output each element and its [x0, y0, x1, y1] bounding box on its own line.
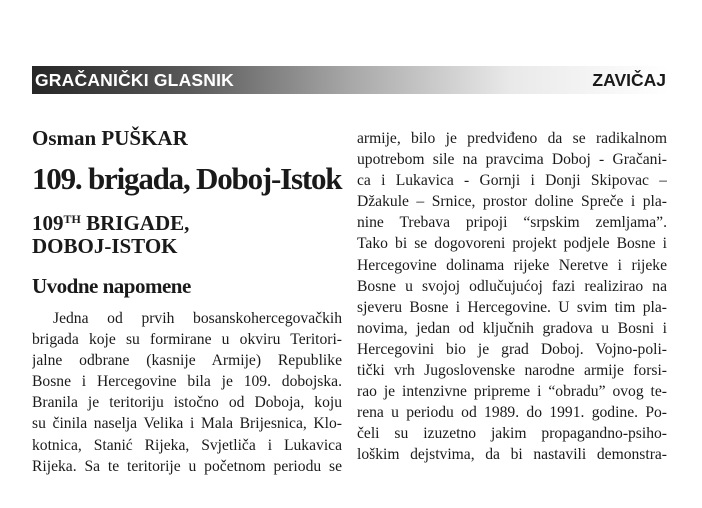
- body-line: upotrebom sile na pravcima Doboj - Gračani-: [357, 151, 667, 169]
- body-line: su činila naselja Velika i Mala Brijesnica, Klo-: [32, 415, 342, 433]
- subtitle-line1-rest: BRIGADE,: [80, 211, 190, 235]
- body-line: ca i Lukavica - Gornji i Donji Skipovac –: [357, 172, 667, 190]
- section-label: ZAVIČAJ: [592, 70, 666, 90]
- body-line: sjeveru Bosne i Hercegovine. U svim tim pla-: [357, 298, 667, 316]
- subtitle-line2: DOBOJ-ISTOK: [32, 234, 178, 258]
- right-column: [357, 128, 667, 466]
- body-line: Bosne i Hercegovine bila je 109. dobojska.: [32, 373, 342, 391]
- body-line: Hercegovini bio je grad Doboj. Vojno-poli-: [357, 340, 667, 358]
- subtitle-superscript: TH: [63, 212, 81, 226]
- body-line: tički vrh Jugoslovenske narodne armije forsi-: [357, 362, 667, 380]
- body-line: loškim dejstvima, da bi nastavili demonstra-: [357, 446, 667, 464]
- body-line: rena u periodu od 1989. do 1991. godine. Po-: [357, 404, 667, 422]
- section-heading: Uvodne napomene: [32, 274, 191, 298]
- body-line: Hercegovine dolinama rijeke Neretve i rijeke: [357, 256, 667, 274]
- body-line: Bosne u svojoj odlučujućoj fazi realizirao na: [357, 277, 667, 295]
- body-line: kotnica, Stanić Rijeka, Svjetliča i Lukavica: [32, 436, 342, 454]
- body-line: čeli su izuzetno jakim propagandno-psiho-: [357, 425, 667, 443]
- body-line: rao je intenzivne pripreme i “obradu” ovog te-: [357, 383, 667, 401]
- body-line: Jedna od prvih bosanskohercegovačkih: [53, 310, 342, 327]
- article-subtitle: [32, 212, 342, 258]
- author-name: Osman PUŠKAR: [32, 126, 188, 150]
- body-line: brigada koje su formirane u okviru Teritori-: [32, 331, 342, 349]
- publication-name: GRAČANIČKI GLASNIK: [35, 70, 235, 90]
- body-line: nine Trebava pripoji “srpskim zemljama”.: [357, 214, 667, 232]
- body-line: Tako bi se dogovoreni projekt podjele Bosne i: [357, 235, 667, 253]
- body-line: jalne odbrane (kasnije Armije) Republike: [32, 352, 342, 370]
- article-title: 109. brigada, Doboj-Istok: [32, 161, 342, 196]
- left-body-text: [32, 308, 342, 477]
- running-header: [32, 66, 670, 94]
- subtitle-number: 109: [32, 211, 64, 235]
- body-line: Rijeka. Sa te teritorije u početnom periodu se: [32, 457, 342, 475]
- body-line: Džakule – Srnice, prostor doline Spreče i pla-: [357, 193, 667, 211]
- left-column: [32, 124, 342, 477]
- body-line: Branila je teritoriju istočno od Doboja, koju: [32, 394, 342, 412]
- body-line: armije, bilo je predviđeno da se radikalnom: [357, 130, 667, 147]
- body-line: novima, jedan od ključnih gradova u Bosni i: [357, 319, 667, 337]
